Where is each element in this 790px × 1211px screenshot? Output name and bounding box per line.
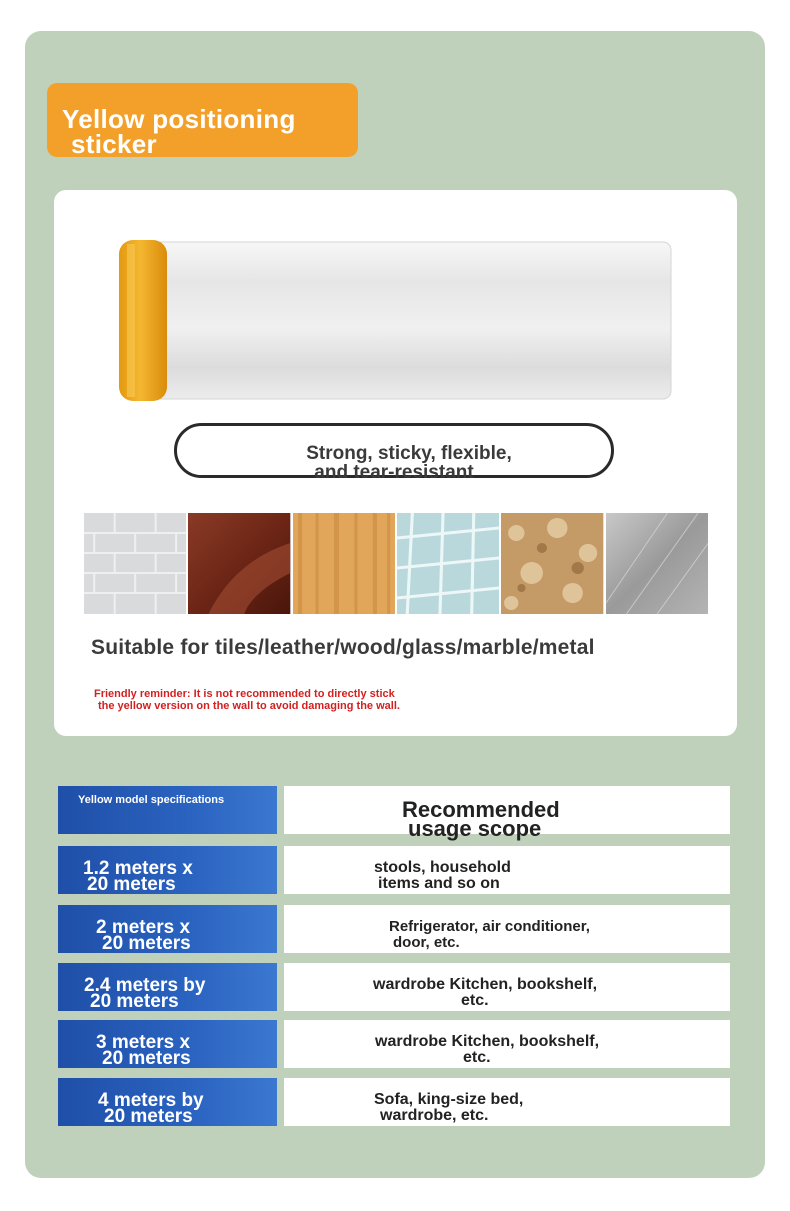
spec-usage: [284, 846, 730, 894]
spec-size: [58, 1078, 277, 1126]
size-line-1: 2 meters x: [96, 917, 191, 938]
masking-film-roll-image: [119, 240, 675, 401]
usage-line-1: Sofa, king-size bed,: [374, 1091, 524, 1108]
size-line-1: 1.2 meters x: [83, 858, 193, 879]
usage-line-1: stools, household: [374, 859, 511, 876]
feature-line-2: and tear-resistant: [314, 462, 474, 483]
spec-size: [58, 963, 277, 1011]
usage-line-1: Refrigerator, air conditioner,: [389, 918, 590, 935]
glass-swatch: [397, 513, 499, 614]
size-line-2: 20 meters: [104, 1106, 193, 1127]
usage-line-2: wardrobe, etc.: [380, 1107, 489, 1124]
spec-row: [58, 1020, 730, 1068]
leather-swatch: [188, 513, 290, 614]
size-line-2: 20 meters: [102, 1048, 191, 1069]
spec-size: [58, 905, 277, 953]
spec-usage: [284, 963, 730, 1011]
friendly-reminder: [94, 688, 400, 712]
usage-line-2: etc.: [463, 1049, 491, 1066]
spec-table-header: [58, 786, 730, 841]
yellow-positioning-sticker-tag: [47, 83, 358, 157]
feature-line-1: Strong, sticky, flexible,: [306, 443, 512, 464]
spec-row: [58, 846, 730, 894]
spec-header-right: [284, 786, 730, 841]
size-line-1: 3 meters x: [96, 1032, 191, 1053]
usage-line-2: door, etc.: [393, 934, 460, 951]
spec-size: [58, 846, 277, 894]
spec-row: [58, 905, 730, 953]
size-line-2: 20 meters: [102, 933, 191, 954]
spec-usage: [284, 905, 730, 953]
reminder-line-1: Friendly reminder: It is not recommended to directly stick: [94, 688, 395, 700]
tag-line-1: Yellow positioning: [62, 104, 296, 134]
header-right-line-1: Recommended: [402, 797, 560, 822]
spec-usage: [284, 1078, 730, 1126]
suitable-materials-text: Suitable for tiles/leather/wood/glass/marble/metal: [91, 636, 595, 659]
reminder-line-2: the yellow version on the wall to avoid damaging the wall.: [98, 700, 400, 712]
material-swatches: [84, 513, 708, 614]
usage-line-1: wardrobe Kitchen, bookshelf,: [375, 1033, 600, 1050]
size-line-1: 4 meters by: [98, 1090, 204, 1111]
wood-swatch: [293, 513, 395, 614]
size-line-2: 20 meters: [87, 874, 176, 895]
marble-swatch: [501, 513, 603, 614]
spec-row: [58, 963, 730, 1011]
size-line-2: 20 meters: [90, 991, 179, 1012]
spec-header-left: Yellow model specifications: [58, 786, 277, 834]
tag-line-2: sticker: [71, 129, 157, 159]
spec-usage: [284, 1020, 730, 1068]
feature-pill: [174, 423, 614, 483]
usage-line-2: items and so on: [378, 875, 500, 892]
spec-size: [58, 1020, 277, 1068]
usage-line-1: wardrobe Kitchen, bookshelf,: [373, 976, 598, 993]
metal-swatch: [606, 513, 708, 614]
tiles-swatch: [84, 513, 186, 614]
size-line-1: 2.4 meters by: [84, 975, 206, 996]
header-right-line-2: usage scope: [408, 816, 542, 841]
usage-line-2: etc.: [461, 992, 489, 1009]
spec-row: [58, 1078, 730, 1126]
